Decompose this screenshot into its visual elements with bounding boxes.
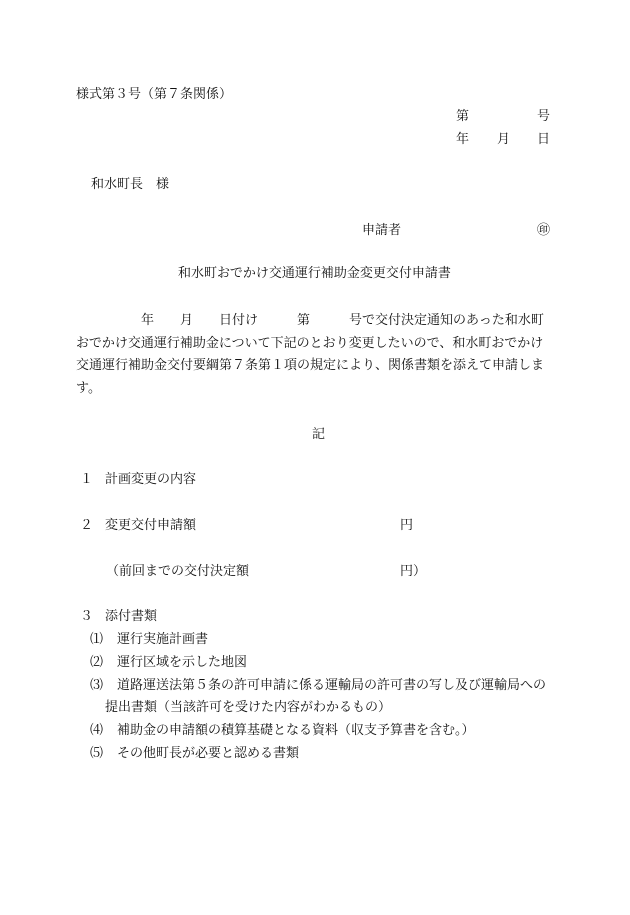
doc-date-year: 年 [456,132,470,147]
attachment-5-text: その他町長が必要と認める書類 [117,746,300,761]
seal-mark: ㊞ [537,223,551,238]
ki-heading: 記 [312,427,326,442]
item-2-unit: 円 [400,518,414,533]
doc-number-suffix: 号 [537,109,551,124]
addressee: 和水町長 様 [91,177,170,192]
attachment-1-number: ⑴ [90,632,104,647]
previous-amount-unit: 円） [400,564,427,579]
attachment-4-number: ⑷ [90,723,104,738]
doc-date-month: 月 [497,132,511,147]
item-2-number: ２ [80,518,94,533]
attachment-3-number: ⑶ [90,678,104,693]
attachment-4-text: 補助金の申請額の積算基礎となる資料（収支予算書を含む。） [117,723,475,738]
document-title: 和水町おでかけ交通運行補助金変更交付申請書 [178,266,451,281]
body-line-3: 交通運行補助金交付要綱第７条第１項の規定により、関係書類を添えて申請しま [76,358,545,373]
attachment-3-continuation: 提出書類（当該許可を受けた内容がわかるもの） [105,700,392,715]
doc-number-prefix: 第 [456,109,470,124]
doc-date-day: 日 [537,132,551,147]
item-2-label: 変更交付申請額 [105,518,197,533]
item-3-number: ３ [80,609,94,624]
body-line-4: す。 [76,381,101,396]
attachment-5-number: ⑸ [90,746,104,761]
previous-amount-label: （前回までの交付決定額 [106,564,250,579]
body-line-1: 年 月 日付け 第 号で交付決定通知のあった和水町 [76,313,544,328]
item-1-number: １ [80,472,94,487]
form-label: 様式第３号（第７条関係） [76,87,233,102]
attachment-2-number: ⑵ [90,655,104,670]
attachment-3-text: 道路運送法第５条の許可申請に係る運輸局の許可書の写し及び運輸局への [117,678,547,693]
item-1-label: 計画変更の内容 [105,472,197,487]
attachment-2-text: 運行区域を示した地図 [117,655,248,670]
applicant-label: 申請者 [362,223,402,238]
attachment-1-text: 運行実施計画書 [117,632,209,647]
item-3-label: 添付書類 [105,609,158,624]
body-line-2: おでかけ交通運行補助金について下記のとおり変更したいので、和水町おでかけ [76,336,544,351]
